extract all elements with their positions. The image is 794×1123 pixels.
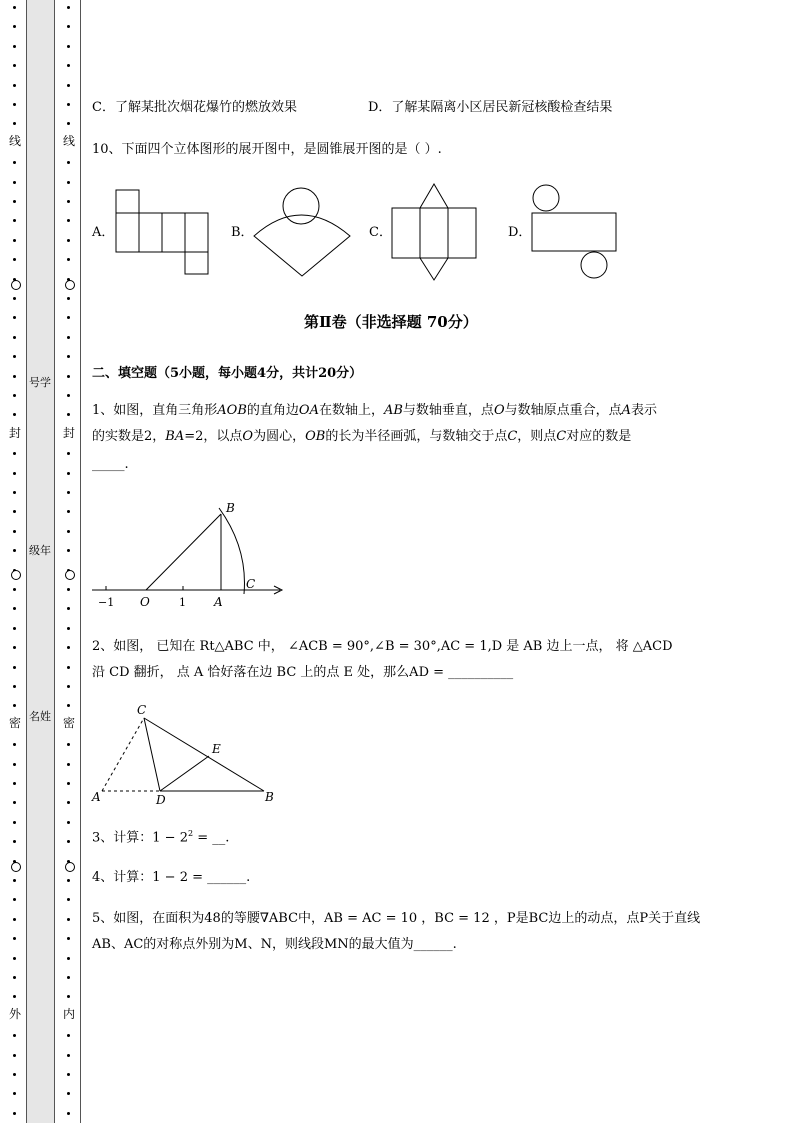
- margin-dot: [13, 355, 16, 358]
- margin-label-secret-outer: 密: [8, 716, 21, 730]
- margin-dot: [13, 957, 16, 960]
- margin-dot: [67, 782, 70, 785]
- part2-title: 第Ⅱ卷（非选择题 70分）: [304, 313, 478, 331]
- margin-dot: [13, 336, 16, 339]
- q1-label-c: C: [246, 577, 256, 591]
- margin-dot: [67, 64, 70, 67]
- q9-option-c: C．了解某批次烟花爆竹的燃放效果: [92, 100, 297, 115]
- margin-label-secret-inner: 密: [62, 716, 75, 730]
- margin-circle-mark: [11, 570, 21, 580]
- margin-dot: [13, 879, 16, 882]
- q1-label-o: O: [140, 595, 150, 609]
- margin-dot: [13, 219, 16, 222]
- margin-dot: [67, 957, 70, 960]
- margin-dot: [67, 1092, 70, 1095]
- q2-line2: 沿 CD 翻折， 点 A 恰好落在边 BC 上的点 E 处，那么AD = __________: [92, 665, 514, 680]
- margin-dot: [13, 530, 16, 533]
- margin-dot: [13, 763, 16, 766]
- margin-dot: [13, 782, 16, 785]
- margin-dot: [13, 45, 16, 48]
- margin-dot: [13, 1034, 16, 1037]
- margin-dot: [67, 472, 70, 475]
- margin-dot: [67, 452, 70, 455]
- q1-line1: 1、如图，直角三角形AOB的直角边OA在数轴上，AB与数轴垂直，点O与数轴原点重合，点A表示: [92, 403, 658, 418]
- margin-dot: [13, 801, 16, 804]
- margin-dot: [67, 161, 70, 164]
- margin-dot: [67, 239, 70, 242]
- q10-figure-a-cube-net: [112, 186, 216, 278]
- binding-margin-strip: [26, 0, 55, 1123]
- field-grade: 级年: [29, 544, 51, 557]
- margin-dot: [13, 394, 16, 397]
- q10-stem: 10、下面四个立体图形的展开图中，是圆锥展开图的是（ ）.: [92, 142, 442, 157]
- q10-option-a-label: A．: [92, 225, 115, 240]
- margin-dot: [67, 646, 70, 649]
- margin-dot: [67, 743, 70, 746]
- margin-dot: [13, 491, 16, 494]
- margin-dot: [67, 898, 70, 901]
- margin-dot: [13, 685, 16, 688]
- margin-dot: [67, 1034, 70, 1037]
- margin-dot: [67, 607, 70, 610]
- field-name: 名姓: [29, 710, 51, 723]
- q10-figure-c-prism-net: [388, 180, 480, 284]
- margin-dot: [67, 666, 70, 669]
- margin-dot: [13, 976, 16, 979]
- margin-circle-mark: [65, 570, 75, 580]
- q2-label-b: B: [265, 790, 274, 804]
- margin-dot: [67, 801, 70, 804]
- margin-dot: [67, 1073, 70, 1076]
- q1-label-b: B: [226, 501, 235, 515]
- margin-dot: [67, 918, 70, 921]
- margin-circle-mark: [11, 862, 21, 872]
- margin-circle-mark: [65, 862, 75, 872]
- margin-dot: [67, 84, 70, 87]
- margin-dot: [13, 1073, 16, 1076]
- q2-label-e: E: [212, 742, 221, 756]
- margin-circle-mark: [11, 280, 21, 290]
- margin-dot: [67, 549, 70, 552]
- q10-figure-b-cone-net: [250, 184, 358, 280]
- margin-dot: [13, 84, 16, 87]
- margin-dot: [13, 918, 16, 921]
- q1-answer-blank: _____.: [92, 457, 129, 472]
- margin-dot: [67, 1054, 70, 1057]
- q10-option-d-label: D．: [508, 225, 532, 240]
- margin-dot: [67, 394, 70, 397]
- margin-dot: [13, 103, 16, 106]
- margin-dot: [67, 937, 70, 940]
- margin-dot: [67, 821, 70, 824]
- margin-dot: [13, 64, 16, 67]
- margin-dot: [13, 510, 16, 513]
- margin-dot: [13, 840, 16, 843]
- margin-dot: [13, 646, 16, 649]
- q10-option-c-label: C．: [369, 225, 392, 240]
- q1-tick-neg1: −1: [98, 596, 115, 609]
- margin-dot: [67, 879, 70, 882]
- q4-text: 4、计算：1 − 2 = ______.: [92, 870, 251, 885]
- field-student-number: 号学: [29, 376, 51, 389]
- margin-dot: [13, 995, 16, 998]
- margin-dot: [67, 103, 70, 106]
- margin-dot: [13, 452, 16, 455]
- margin-dot: [67, 530, 70, 533]
- margin-dot: [67, 763, 70, 766]
- margin-dot: [67, 258, 70, 261]
- margin-dot: [13, 316, 16, 319]
- margin-dot: [13, 6, 16, 9]
- margin-dot: [13, 898, 16, 901]
- q2-label-c: C: [137, 703, 147, 717]
- margin-dot: [13, 1054, 16, 1057]
- margin-dot: [13, 588, 16, 591]
- margin-dot: [13, 549, 16, 552]
- margin-label-seal-inner: 封: [62, 426, 75, 440]
- margin-dot: [67, 181, 70, 184]
- q1-label-a: A: [214, 595, 223, 609]
- margin-dot: [67, 122, 70, 125]
- margin-dot: [67, 510, 70, 513]
- q3-text: 3、计算：$1 - 2^2$ = __.: [92, 829, 230, 846]
- margin-dot: [13, 937, 16, 940]
- margin-dot: [67, 316, 70, 319]
- margin-dot: [13, 122, 16, 125]
- margin-label-inside: 内: [62, 1007, 75, 1021]
- q2-line1: 2、如图， 已知在 Rt△ABC 中， ∠ACB = 90°,∠B = 30°,AC = 1,D 是 AB 边上一点， 将 △ACD: [92, 639, 673, 654]
- margin-dot: [13, 627, 16, 630]
- section-fill-in-blank: 二、填空题（5小题，每小题4分，共计20分）: [92, 366, 363, 381]
- margin-dot: [13, 472, 16, 475]
- margin-dot: [67, 6, 70, 9]
- margin-right-border: [80, 0, 81, 1123]
- margin-dot: [67, 297, 70, 300]
- margin-dot: [13, 200, 16, 203]
- margin-dot: [67, 355, 70, 358]
- margin-circle-mark: [65, 280, 75, 290]
- margin-dot: [13, 1092, 16, 1095]
- margin-dot: [13, 704, 16, 707]
- margin-dot: [13, 297, 16, 300]
- margin-dot: [13, 375, 16, 378]
- margin-dot: [67, 491, 70, 494]
- margin-dot: [13, 258, 16, 261]
- margin-dot: [67, 375, 70, 378]
- margin-dot: [13, 607, 16, 610]
- q10-figure-d-cylinder-net: [528, 182, 620, 282]
- margin-dot: [67, 704, 70, 707]
- margin-dot: [67, 627, 70, 630]
- margin-dot: [13, 666, 16, 669]
- margin-dot: [67, 1112, 70, 1115]
- margin-dot: [67, 995, 70, 998]
- margin-dot: [13, 743, 16, 746]
- q1-line2: 的实数是2，BA=2，以点O为圆心，OB的长为半径画弧，与数轴交于点C，则点C对应的数是: [92, 429, 632, 444]
- q2-label-a: A: [92, 790, 101, 804]
- margin-dot: [67, 25, 70, 28]
- margin-dot: [67, 840, 70, 843]
- margin-dot: [67, 219, 70, 222]
- margin-dot: [67, 45, 70, 48]
- margin-dot: [13, 181, 16, 184]
- margin-label-line-outer: 线: [8, 134, 21, 148]
- margin-label-line-inner: 线: [62, 134, 75, 148]
- q5-line1: 5、如图，在面积为48的等腰∇ABC中，AB = AC = 10 ，BC = 12 ，P是BC边上的动点，点P关于直线: [92, 911, 701, 926]
- margin-dot: [67, 685, 70, 688]
- margin-dot: [13, 413, 16, 416]
- q1-figure-number-line: [88, 498, 293, 614]
- q5-line2: AB、AC的对称点外别为M、N，则线段MN的最大值为______.: [92, 937, 457, 952]
- margin-label-outside: 外: [8, 1007, 21, 1021]
- margin-dot: [67, 336, 70, 339]
- margin-dot: [67, 413, 70, 416]
- margin-dot: [13, 1112, 16, 1115]
- margin-dot: [13, 161, 16, 164]
- margin-dot: [13, 821, 16, 824]
- margin-dot: [67, 976, 70, 979]
- q2-label-d: D: [156, 793, 166, 807]
- q10-option-b-label: B．: [231, 225, 254, 240]
- margin-label-seal-outer: 封: [8, 426, 21, 440]
- margin-dot: [13, 239, 16, 242]
- margin-dot: [67, 200, 70, 203]
- q1-tick-1: 1: [179, 596, 186, 609]
- q2-figure-triangle: [88, 700, 284, 810]
- margin-dot: [13, 25, 16, 28]
- q9-option-d: D．了解某隔离小区居民新冠核酸检查结果: [368, 100, 613, 115]
- margin-dot: [67, 588, 70, 591]
